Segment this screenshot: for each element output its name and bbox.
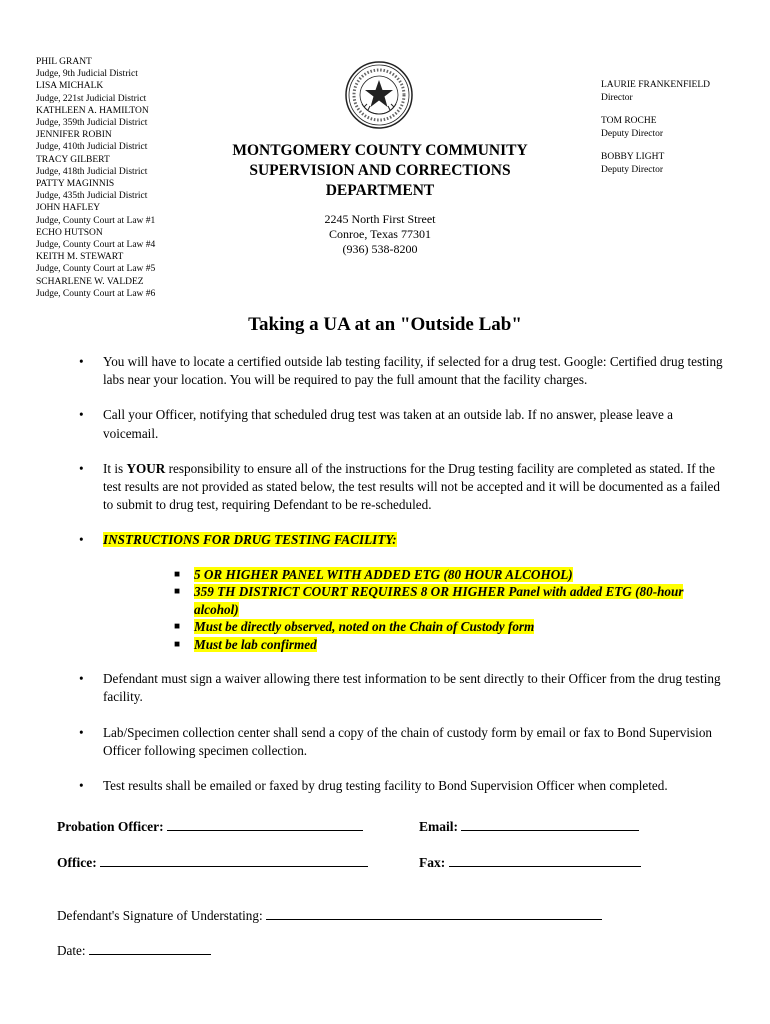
- judge-role: Judge, 359th Judicial District: [36, 118, 148, 129]
- judge-role: Judge, 9th Judicial District: [36, 69, 138, 80]
- sub-list-item-text: Must be directly observed, noted on the Chain of Custody form: [194, 619, 535, 635]
- judge-role: Judge, County Court at Law #4: [36, 240, 156, 251]
- judge-entry: [36, 105, 236, 129]
- sub-list-item-text: Must be lab confirmed: [194, 636, 317, 652]
- bullet-icon: •: [79, 671, 84, 687]
- judge-name: PHIL GRANT: [36, 57, 92, 67]
- judge-role: Judge, 435th Judicial District: [36, 191, 148, 202]
- list-item: [76, 724, 731, 760]
- office-label: Office:: [57, 855, 97, 870]
- department-title-line: SUPERVISION AND CORRECTIONS: [249, 162, 511, 179]
- signature-input[interactable]: [266, 906, 602, 920]
- list-item: [76, 353, 731, 389]
- judge-name: JOHN HAFLEY: [36, 203, 101, 214]
- staff-title: Director: [601, 92, 633, 103]
- facility-instructions-list: [171, 566, 731, 654]
- judge-name: KATHLEEN A. HAMILTON: [36, 105, 149, 116]
- judge-name: KEITH M. STEWART: [36, 252, 124, 263]
- bullet-icon: •: [79, 354, 84, 369]
- list-item: [76, 777, 731, 795]
- fax-field: [419, 853, 641, 871]
- list-item-text: Defendant must sign a waiver allowing there test information to be sent directly to their Officer from the drug testing facility.: [103, 671, 721, 705]
- square-bullet-icon: ■: [174, 621, 181, 633]
- square-bullet-icon: ■: [174, 638, 181, 650]
- sub-list-item: [171, 636, 731, 654]
- list-item: [76, 406, 731, 442]
- judge-entry: [36, 227, 236, 251]
- staff-name: LAURIE FRANKENFIELD: [601, 80, 710, 90]
- bullet-icon: •: [79, 724, 84, 740]
- staff-entry: [601, 151, 761, 176]
- judge-role: Judge, County Court at Law #6: [36, 288, 156, 299]
- judge-entry: [36, 202, 236, 226]
- email-label: Email:: [419, 819, 458, 834]
- list-item: [76, 531, 731, 549]
- judge-entry: [36, 276, 236, 300]
- sub-list-item: [171, 583, 731, 618]
- staff-entry: [601, 79, 761, 104]
- list-item-text-prefix: It is: [103, 460, 127, 476]
- department-address: [270, 212, 490, 257]
- texas-state-seal-icon: [344, 60, 414, 130]
- address-street: 2245 North First Street: [324, 212, 436, 226]
- instructions-list: [76, 353, 731, 795]
- sub-list-item: [171, 566, 731, 584]
- judge-entry: [36, 56, 236, 80]
- list-item-text: Test results shall be emailed or faxed by drug testing facility to Bond Supervision Officer when completed.: [103, 777, 668, 793]
- department-title-line: DEPARTMENT: [325, 182, 435, 199]
- list-item: [76, 670, 731, 706]
- judge-role: Judge, 418th Judicial District: [36, 166, 148, 177]
- department-title: [200, 141, 560, 201]
- list-item-text: Lab/Specimen collection center shall send a copy of the chain of custody form by email or fax to Bond Supervision Officer following specimen collection.: [103, 724, 713, 758]
- address-phone: (936) 538-8200: [342, 242, 418, 256]
- probation-officer-field: [57, 817, 363, 835]
- list-item-text: Call your Officer, notifying that scheduled drug test was taken at an outside lab. If no answer, please leave a voicemail.: [103, 407, 673, 441]
- judge-role: Judge, 410th Judicial District: [36, 142, 148, 153]
- judge-name: TRACY GILBERT: [36, 154, 110, 165]
- document-title: Taking a UA at an "Outside Lab": [248, 314, 522, 335]
- judge-entry: [36, 251, 236, 275]
- judge-role: Judge, County Court at Law #5: [36, 264, 156, 275]
- facility-instructions: [171, 566, 731, 654]
- list-item-text: You will have to locate a certified outside lab testing facility, if selected for a drug test. Google: Certified drug testing labs near your location. You will be required to pay the full amount that the facility charges.: [103, 354, 723, 388]
- fax-input[interactable]: [449, 853, 641, 867]
- staff-name: BOBBY LIGHT: [601, 152, 665, 162]
- bullet-icon: •: [79, 460, 84, 476]
- probation-officer-input[interactable]: [167, 817, 363, 831]
- department-title-line: MONTGOMERY COUNTY COMMUNITY: [232, 142, 528, 159]
- judge-name: JENNIFER ROBIN: [36, 130, 112, 141]
- judge-role: Judge, County Court at Law #1: [36, 215, 156, 226]
- staff-title: Deputy Director: [601, 128, 663, 139]
- sub-list-item-text: 359 TH DISTRICT COURT REQUIRES 8 OR HIGHER Panel with added ETG (80-hour alcohol): [194, 584, 684, 617]
- probation-officer-label: Probation Officer:: [57, 819, 164, 834]
- signature-field: [57, 906, 602, 924]
- fax-label: Fax:: [419, 855, 446, 870]
- list-item-text: responsibility to ensure all of the instructions for the Drug testing facility are completed as stated. If the test results are not provided as stated below, the test results will not be accepted and it will be documented as a failed to submit to drug test, requiring Defendant to be re-scheduled.: [103, 460, 720, 513]
- list-item: [76, 460, 731, 515]
- list-item-emphasis: YOUR: [126, 460, 166, 476]
- judge-name: ECHO HUTSON: [36, 227, 103, 238]
- judge-name: LISA MICHALK: [36, 81, 104, 92]
- judge-entry: [36, 80, 236, 104]
- date-field: [57, 941, 211, 959]
- square-bullet-icon: ■: [174, 586, 181, 598]
- staff-name: TOM ROCHE: [601, 116, 657, 126]
- bullet-icon: •: [79, 407, 84, 423]
- staff-entry: [601, 115, 761, 140]
- judge-name: SCHARLENE W. VALDEZ: [36, 276, 144, 287]
- sub-list-item-text: 5 OR HIGHER PANEL WITH ADDED ETG (80 HOUR ALCOHOL): [194, 566, 573, 582]
- staff-list: [601, 79, 761, 187]
- address-city: Conroe, Texas 77301: [329, 227, 431, 241]
- bullet-icon: •: [79, 532, 84, 548]
- signature-label: Defendant's Signature of Understating:: [57, 908, 263, 923]
- date-label: Date:: [57, 943, 86, 958]
- staff-title: Deputy Director: [601, 164, 663, 175]
- office-field: [57, 853, 368, 871]
- square-bullet-icon: ■: [174, 568, 181, 580]
- office-input[interactable]: [100, 853, 368, 867]
- judge-role: Judge, 221st Judicial District: [36, 93, 147, 104]
- bullet-icon: •: [79, 777, 84, 793]
- email-input[interactable]: [461, 817, 639, 831]
- facility-instructions-heading: INSTRUCTIONS FOR DRUG TESTING FACILITY:: [103, 532, 397, 548]
- judge-name: PATTY MAGINNIS: [36, 179, 115, 190]
- sub-list-item: [171, 618, 731, 636]
- date-input[interactable]: [89, 941, 211, 955]
- email-field: [419, 817, 639, 835]
